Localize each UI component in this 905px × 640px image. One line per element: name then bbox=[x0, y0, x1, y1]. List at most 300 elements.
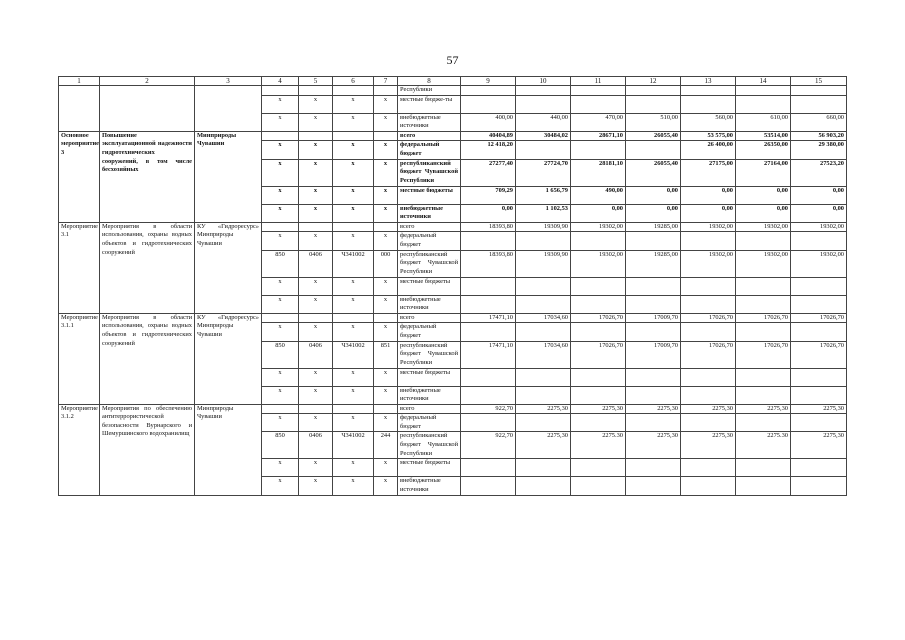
year-value-cell: 660,00 bbox=[791, 113, 847, 131]
year-value-cell: 17026,70 bbox=[736, 341, 791, 368]
measure-code-cell: Мероприятие 3.1.2 bbox=[59, 404, 100, 495]
year-value-cell bbox=[516, 232, 571, 250]
target-article-cell bbox=[333, 404, 374, 414]
code-cell-empty bbox=[262, 86, 299, 96]
year-value-cell: 19285,00 bbox=[626, 222, 681, 232]
year-value-cell bbox=[571, 141, 626, 159]
column-number-3: 3 bbox=[195, 77, 262, 86]
gradbs-cell: х bbox=[262, 277, 299, 295]
gradbs-cell: х bbox=[262, 159, 299, 186]
column-number-8: 8 bbox=[398, 77, 461, 86]
expense-group-cell: х bbox=[374, 277, 398, 295]
year-value-cell bbox=[681, 459, 736, 477]
year-value-cell: 17471,10 bbox=[461, 313, 516, 323]
funding-source-cell: федеральный бюджет bbox=[398, 414, 461, 432]
code-cell-empty bbox=[333, 86, 374, 96]
year-value-cell bbox=[681, 232, 736, 250]
year-value-cell: 19285,00 bbox=[626, 250, 681, 277]
expense-group-cell: х bbox=[374, 368, 398, 386]
year-value-cell bbox=[571, 295, 626, 313]
year-value-cell bbox=[571, 95, 626, 113]
target-article-cell: х bbox=[333, 95, 374, 113]
column-number-7: 7 bbox=[374, 77, 398, 86]
year-value-cell bbox=[736, 386, 791, 404]
year-value-cell bbox=[571, 386, 626, 404]
year-value-cell: 26 400,00 bbox=[681, 141, 736, 159]
gradbs-cell: 850 bbox=[262, 341, 299, 368]
expense-group-cell: х bbox=[374, 113, 398, 131]
column-number-4: 4 bbox=[262, 77, 299, 86]
measure-executor-cell: КУ «Гидроресурс» Минприроды Чувашии bbox=[195, 313, 262, 404]
section-cell: х bbox=[299, 141, 333, 159]
section-cell: х bbox=[299, 95, 333, 113]
year-value-cell: 2275.30 bbox=[736, 432, 791, 459]
measure-code-cell: Мероприятие 3.1.1 bbox=[59, 313, 100, 404]
section-cell: х bbox=[299, 414, 333, 432]
gradbs-cell bbox=[262, 222, 299, 232]
section-cell: х bbox=[299, 295, 333, 313]
continuation-row bbox=[59, 86, 847, 96]
year-value-cell: 53514,00 bbox=[736, 131, 791, 141]
year-value-cell bbox=[626, 277, 681, 295]
funding-source-cell: всего bbox=[398, 222, 461, 232]
year-value-cell: 440,00 bbox=[516, 113, 571, 131]
year-value-cell: 53 575,00 bbox=[681, 131, 736, 141]
funding-source-cell: внебюджетные источники bbox=[398, 386, 461, 404]
year-value-cell: 26350,00 bbox=[736, 141, 791, 159]
target-article-cell bbox=[333, 313, 374, 323]
measure-code-cell: Мероприятие 3.1 bbox=[59, 222, 100, 313]
executor-cell bbox=[195, 86, 262, 132]
funding-source-cell: Республики bbox=[398, 86, 461, 96]
section-cell: х bbox=[299, 186, 333, 204]
year-value-cell: 0,00 bbox=[571, 204, 626, 222]
expense-group-cell: 244 bbox=[374, 432, 398, 459]
year-value-cell bbox=[516, 86, 571, 96]
year-value-cell bbox=[626, 477, 681, 495]
expense-group-cell: х bbox=[374, 386, 398, 404]
year-value-cell bbox=[681, 277, 736, 295]
budget-table bbox=[58, 76, 847, 496]
funding-source-cell: внебюджетные источники bbox=[398, 204, 461, 222]
year-value-cell bbox=[571, 323, 626, 341]
target-article-cell: х bbox=[333, 295, 374, 313]
year-value-cell bbox=[736, 368, 791, 386]
year-value-cell: 2275,30 bbox=[736, 404, 791, 414]
expense-group-cell: х bbox=[374, 232, 398, 250]
column-number-12: 12 bbox=[626, 77, 681, 86]
year-value-cell: 17034,60 bbox=[516, 313, 571, 323]
year-value-cell bbox=[516, 277, 571, 295]
measure-executor-cell: Минприроды Чувашии bbox=[195, 404, 262, 495]
gradbs-cell: х bbox=[262, 477, 299, 495]
year-value-cell: 18393,80 bbox=[461, 250, 516, 277]
expense-group-cell: х bbox=[374, 159, 398, 186]
year-value-cell bbox=[736, 295, 791, 313]
year-value-cell bbox=[571, 86, 626, 96]
measure-row bbox=[59, 313, 847, 323]
section-cell: х bbox=[299, 204, 333, 222]
year-value-cell bbox=[516, 323, 571, 341]
year-value-cell bbox=[736, 86, 791, 96]
measure-row bbox=[59, 222, 847, 232]
year-value-cell: 17026,70 bbox=[681, 341, 736, 368]
year-value-cell: 2275,30 bbox=[571, 404, 626, 414]
year-value-cell bbox=[626, 368, 681, 386]
funding-source-cell: местные бюджеты bbox=[398, 459, 461, 477]
section-cell: х bbox=[299, 159, 333, 186]
year-value-cell: 17026,70 bbox=[791, 341, 847, 368]
target-article-cell bbox=[333, 222, 374, 232]
year-value-cell: 19302,00 bbox=[791, 222, 847, 232]
year-value-cell: 19302,00 bbox=[791, 250, 847, 277]
year-value-cell: 0,00 bbox=[461, 204, 516, 222]
gradbs-cell bbox=[262, 404, 299, 414]
section-cell bbox=[299, 131, 333, 141]
section-cell: х bbox=[299, 386, 333, 404]
year-value-cell: 0,00 bbox=[736, 204, 791, 222]
year-value-cell bbox=[626, 459, 681, 477]
gradbs-cell: х bbox=[262, 204, 299, 222]
year-value-cell bbox=[791, 323, 847, 341]
target-article-cell: х bbox=[333, 386, 374, 404]
gradbs-cell: х bbox=[262, 368, 299, 386]
section-cell: 0406 bbox=[299, 341, 333, 368]
section-cell: 0406 bbox=[299, 432, 333, 459]
column-number-11: 11 bbox=[571, 77, 626, 86]
year-value-cell: 19309,90 bbox=[516, 222, 571, 232]
year-value-cell bbox=[791, 277, 847, 295]
expense-group-cell: х bbox=[374, 204, 398, 222]
year-value-cell: 490,00 bbox=[571, 186, 626, 204]
year-value-cell bbox=[736, 323, 791, 341]
year-value-cell: 0,00 bbox=[626, 204, 681, 222]
year-value-cell: 0,00 bbox=[681, 186, 736, 204]
funding-source-cell: федеральный бюджет bbox=[398, 232, 461, 250]
year-value-cell: 2275,30 bbox=[791, 432, 847, 459]
year-value-cell: 0,00 bbox=[681, 204, 736, 222]
year-value-cell: 56 903,20 bbox=[791, 131, 847, 141]
year-value-cell: 922,70 bbox=[461, 432, 516, 459]
column-number-6: 6 bbox=[333, 77, 374, 86]
gradbs-cell: х bbox=[262, 323, 299, 341]
year-value-cell: 1 656,79 bbox=[516, 186, 571, 204]
measure-code-cell: Основное мероприятие 3 bbox=[59, 131, 100, 222]
gradbs-cell: х bbox=[262, 113, 299, 131]
funding-source-cell: местные бюджеты bbox=[398, 186, 461, 204]
target-article-cell: х bbox=[333, 459, 374, 477]
column-number-1: 1 bbox=[59, 77, 100, 86]
year-value-cell: 0,00 bbox=[626, 186, 681, 204]
gradbs-cell: х bbox=[262, 459, 299, 477]
year-value-cell bbox=[736, 95, 791, 113]
funding-source-cell: республиканский бюджет Чувашской Республики bbox=[398, 432, 461, 459]
year-value-cell: 17009,70 bbox=[626, 313, 681, 323]
section-cell: х bbox=[299, 459, 333, 477]
measure-name-cell: Повышение эксплуатационной надежности гидротехнических сооружений, в том числе бесхозяйных bbox=[100, 131, 195, 222]
section-cell: 0406 bbox=[299, 250, 333, 277]
year-value-cell: 17009,70 bbox=[626, 341, 681, 368]
year-value-cell bbox=[461, 477, 516, 495]
target-article-cell bbox=[333, 131, 374, 141]
measure-executor-cell: КУ «Гидроресурс» Минприроды Чувашии bbox=[195, 222, 262, 313]
column-number-2: 2 bbox=[100, 77, 195, 86]
year-value-cell bbox=[791, 368, 847, 386]
year-value-cell bbox=[461, 414, 516, 432]
column-number-5: 5 bbox=[299, 77, 333, 86]
measure-row bbox=[59, 404, 847, 414]
column-number-15: 15 bbox=[791, 77, 847, 86]
funding-source-cell: местные бюдже-ты bbox=[398, 95, 461, 113]
year-value-cell: 30484,02 bbox=[516, 131, 571, 141]
year-value-cell bbox=[626, 295, 681, 313]
year-value-cell: 17026,70 bbox=[736, 313, 791, 323]
year-value-cell: 19302,00 bbox=[736, 250, 791, 277]
year-value-cell: 26055,40 bbox=[626, 159, 681, 186]
year-value-cell: 1 102,53 bbox=[516, 204, 571, 222]
year-value-cell: 17026,70 bbox=[681, 313, 736, 323]
year-value-cell: 400,00 bbox=[461, 113, 516, 131]
target-article-cell: х bbox=[333, 368, 374, 386]
target-article-cell: х bbox=[333, 186, 374, 204]
year-value-cell: 19302,00 bbox=[571, 222, 626, 232]
expense-group-cell bbox=[374, 404, 398, 414]
year-value-cell: 2275,30 bbox=[626, 404, 681, 414]
year-value-cell bbox=[516, 95, 571, 113]
year-value-cell bbox=[626, 141, 681, 159]
section-cell bbox=[299, 222, 333, 232]
year-value-cell: 12 418,20 bbox=[461, 141, 516, 159]
section-cell: х bbox=[299, 368, 333, 386]
funding-source-cell: федеральный бюджет bbox=[398, 141, 461, 159]
year-value-cell bbox=[571, 477, 626, 495]
year-value-cell bbox=[736, 277, 791, 295]
year-value-cell: 510,00 bbox=[626, 113, 681, 131]
column-number-10: 10 bbox=[516, 77, 571, 86]
year-value-cell bbox=[626, 414, 681, 432]
year-value-cell bbox=[626, 95, 681, 113]
year-value-cell bbox=[736, 232, 791, 250]
year-value-cell bbox=[681, 386, 736, 404]
year-value-cell bbox=[626, 323, 681, 341]
expense-group-cell: х bbox=[374, 141, 398, 159]
year-value-cell: 27277,40 bbox=[461, 159, 516, 186]
expense-group-cell: х bbox=[374, 186, 398, 204]
funding-source-cell: республиканский бюджет Чувашской Республики bbox=[398, 159, 461, 186]
expense-group-cell: х bbox=[374, 459, 398, 477]
year-value-cell bbox=[736, 459, 791, 477]
year-value-cell: 40404,89 bbox=[461, 131, 516, 141]
code-cell-empty bbox=[299, 86, 333, 96]
year-value-cell bbox=[736, 477, 791, 495]
year-value-cell bbox=[681, 295, 736, 313]
year-value-cell bbox=[571, 459, 626, 477]
gradbs-cell: х bbox=[262, 232, 299, 250]
target-article-cell: х bbox=[333, 477, 374, 495]
year-value-cell bbox=[571, 368, 626, 386]
year-value-cell bbox=[681, 477, 736, 495]
measure-name-cell: Мероприятия по обеспечению антитеррористической безопасности Вурнарского и Шемуршинского водохранилищ bbox=[100, 404, 195, 495]
expense-group-cell: х bbox=[374, 323, 398, 341]
year-value-cell: 560,00 bbox=[681, 113, 736, 131]
year-value-cell: 17026,70 bbox=[571, 341, 626, 368]
year-value-cell: 2275.30 bbox=[571, 432, 626, 459]
year-value-cell bbox=[791, 295, 847, 313]
expense-group-cell bbox=[374, 313, 398, 323]
expense-group-cell: 000 bbox=[374, 250, 398, 277]
expense-group-cell bbox=[374, 131, 398, 141]
column-number-row bbox=[59, 77, 847, 86]
year-value-cell bbox=[791, 459, 847, 477]
year-value-cell bbox=[461, 368, 516, 386]
target-article-cell: х bbox=[333, 277, 374, 295]
year-value-cell bbox=[516, 368, 571, 386]
year-value-cell bbox=[791, 95, 847, 113]
year-value-cell: 19302,00 bbox=[736, 222, 791, 232]
gradbs-cell bbox=[262, 131, 299, 141]
year-value-cell: 470,00 bbox=[571, 113, 626, 131]
year-value-cell: 0,00 bbox=[791, 186, 847, 204]
year-value-cell: 28181,10 bbox=[571, 159, 626, 186]
year-value-cell bbox=[681, 95, 736, 113]
gradbs-cell bbox=[262, 313, 299, 323]
funding-source-cell: внебюджетные источники bbox=[398, 113, 461, 131]
funding-source-cell: местные бюджеты bbox=[398, 277, 461, 295]
year-value-cell: 17026,70 bbox=[571, 313, 626, 323]
funding-source-cell: федеральный бюджет bbox=[398, 323, 461, 341]
gradbs-cell: 850 bbox=[262, 250, 299, 277]
measure-row bbox=[59, 131, 847, 141]
year-value-cell bbox=[516, 414, 571, 432]
year-value-cell: 709,29 bbox=[461, 186, 516, 204]
target-article-cell: х bbox=[333, 159, 374, 186]
year-value-cell bbox=[461, 459, 516, 477]
measure-name-cell: Мероприятия в области использования, охраны водных объектов и гидротехнических сооружений bbox=[100, 313, 195, 404]
year-value-cell bbox=[516, 141, 571, 159]
year-value-cell: 27523,20 bbox=[791, 159, 847, 186]
year-value-cell bbox=[791, 477, 847, 495]
year-value-cell: 19302,00 bbox=[681, 250, 736, 277]
year-value-cell: 2275,30 bbox=[516, 432, 571, 459]
code-cell bbox=[59, 86, 100, 132]
gradbs-cell: х bbox=[262, 141, 299, 159]
section-cell: х bbox=[299, 232, 333, 250]
year-value-cell: 2275,30 bbox=[791, 404, 847, 414]
column-number-9: 9 bbox=[461, 77, 516, 86]
year-value-cell bbox=[461, 86, 516, 96]
year-value-cell: 17034,60 bbox=[516, 341, 571, 368]
year-value-cell bbox=[681, 368, 736, 386]
gradbs-cell: х bbox=[262, 295, 299, 313]
year-value-cell: 922,70 bbox=[461, 404, 516, 414]
year-value-cell bbox=[791, 86, 847, 96]
year-value-cell bbox=[681, 323, 736, 341]
expense-group-cell: х bbox=[374, 477, 398, 495]
funding-source-cell: всего bbox=[398, 313, 461, 323]
year-value-cell: 2275,30 bbox=[626, 432, 681, 459]
year-value-cell bbox=[516, 386, 571, 404]
year-value-cell bbox=[626, 232, 681, 250]
year-value-cell bbox=[791, 414, 847, 432]
funding-source-cell: внебюджетные источники bbox=[398, 295, 461, 313]
name-cell bbox=[100, 86, 195, 132]
gradbs-cell: х bbox=[262, 95, 299, 113]
year-value-cell bbox=[461, 95, 516, 113]
gradbs-cell: 850 bbox=[262, 432, 299, 459]
expense-group-cell: 851 bbox=[374, 341, 398, 368]
expense-group-cell: х bbox=[374, 95, 398, 113]
funding-source-cell: внебюджетные источники bbox=[398, 477, 461, 495]
funding-source-cell: всего bbox=[398, 131, 461, 141]
year-value-cell: 19302,00 bbox=[681, 222, 736, 232]
funding-source-cell: республиканский бюджет Чувашской Республики bbox=[398, 250, 461, 277]
funding-source-cell: всего bbox=[398, 404, 461, 414]
gradbs-cell: х bbox=[262, 414, 299, 432]
target-article-cell: х bbox=[333, 323, 374, 341]
year-value-cell: 19309,90 bbox=[516, 250, 571, 277]
target-article-cell: х bbox=[333, 204, 374, 222]
year-value-cell bbox=[461, 277, 516, 295]
section-cell: х bbox=[299, 113, 333, 131]
year-value-cell bbox=[516, 477, 571, 495]
target-article-cell: Ч341002 bbox=[333, 250, 374, 277]
measure-name-cell: Мероприятия в области использования, охраны водных объектов и гидротехнических сооружений bbox=[100, 222, 195, 313]
expense-group-cell: х bbox=[374, 414, 398, 432]
year-value-cell: 29 380,00 bbox=[791, 141, 847, 159]
year-value-cell bbox=[681, 86, 736, 96]
column-number-14: 14 bbox=[736, 77, 791, 86]
year-value-cell bbox=[461, 232, 516, 250]
year-value-cell: 17471,10 bbox=[461, 341, 516, 368]
section-cell: х bbox=[299, 477, 333, 495]
year-value-cell: 2275,30 bbox=[681, 432, 736, 459]
target-article-cell: Ч341002 bbox=[333, 341, 374, 368]
year-value-cell bbox=[461, 386, 516, 404]
target-article-cell: х bbox=[333, 113, 374, 131]
year-value-cell: 19302,00 bbox=[571, 250, 626, 277]
year-value-cell: 17026,70 bbox=[791, 313, 847, 323]
year-value-cell bbox=[791, 386, 847, 404]
target-article-cell: Ч341002 bbox=[333, 432, 374, 459]
year-value-cell bbox=[571, 277, 626, 295]
year-value-cell: 26055,40 bbox=[626, 131, 681, 141]
funding-source-cell: местные бюджеты bbox=[398, 368, 461, 386]
year-value-cell bbox=[791, 232, 847, 250]
target-article-cell: х bbox=[333, 232, 374, 250]
funding-source-cell: республиканский бюджет Чувашской Республики bbox=[398, 341, 461, 368]
year-value-cell bbox=[626, 86, 681, 96]
target-article-cell: х bbox=[333, 141, 374, 159]
year-value-cell bbox=[626, 386, 681, 404]
gradbs-cell: х bbox=[262, 386, 299, 404]
year-value-cell bbox=[736, 414, 791, 432]
year-value-cell bbox=[516, 295, 571, 313]
year-value-cell: 27175,00 bbox=[681, 159, 736, 186]
section-cell: х bbox=[299, 277, 333, 295]
expense-group-cell: х bbox=[374, 295, 398, 313]
year-value-cell: 28671,10 bbox=[571, 131, 626, 141]
target-article-cell: х bbox=[333, 414, 374, 432]
year-value-cell: 27164,00 bbox=[736, 159, 791, 186]
expense-group-cell bbox=[374, 222, 398, 232]
year-value-cell bbox=[571, 232, 626, 250]
section-cell bbox=[299, 313, 333, 323]
section-cell bbox=[299, 404, 333, 414]
year-value-cell: 27724,70 bbox=[516, 159, 571, 186]
measure-executor-cell: Минприроды Чувашии bbox=[195, 131, 262, 222]
year-value-cell bbox=[681, 414, 736, 432]
year-value-cell: 0,00 bbox=[736, 186, 791, 204]
